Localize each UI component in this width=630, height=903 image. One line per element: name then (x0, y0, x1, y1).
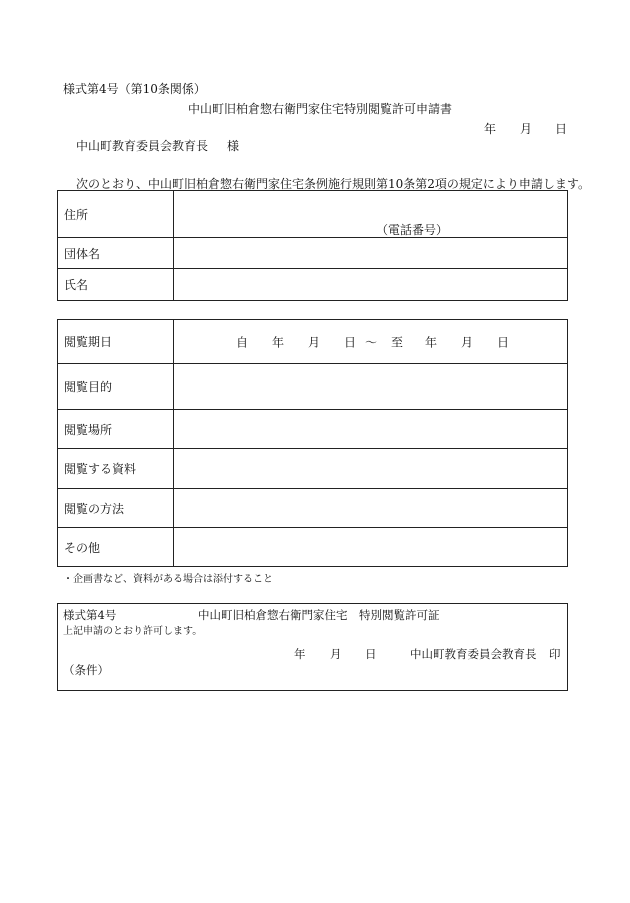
period-month2: 月 (461, 335, 474, 349)
permit-title: 中山町旧柏倉惣右衛門家住宅 特別閲覧許可証 (198, 608, 440, 622)
date-year: 年 (484, 122, 497, 136)
period-to: 至 (391, 335, 404, 349)
name-label: 氏名 (58, 269, 174, 301)
name-field[interactable] (174, 269, 568, 301)
document-title: 中山町旧柏倉惣右衛門家住宅特別閲覧許可申請書 (188, 102, 453, 116)
place-field[interactable] (174, 410, 568, 449)
intro-text: 次のとおり、中山町旧柏倉惣右衛門家住宅条例施行規則第10条第2項の規定により申請します。 (76, 177, 590, 191)
group-row (58, 238, 568, 269)
purpose-field[interactable] (174, 364, 568, 410)
details-table (57, 319, 568, 567)
address-field[interactable] (174, 191, 568, 238)
method-row (58, 489, 568, 528)
permit-issuer: 中山町教育委員会教育長 (410, 647, 537, 661)
date-day: 日 (555, 122, 568, 136)
address-row (58, 191, 568, 238)
permit-seal: 印 (549, 647, 561, 661)
period-day1: 日 (344, 335, 357, 349)
permit-conditions-label: （条件） (63, 663, 109, 677)
phone-label: （電話番号） (376, 223, 449, 237)
purpose-row (58, 364, 568, 410)
permit-box (57, 603, 568, 691)
permit-day: 日 (365, 647, 377, 661)
other-label: その他 (58, 528, 174, 567)
form-number: 様式第4号（第10条関係） (63, 82, 206, 96)
place-label: 閲覧場所 (58, 410, 174, 449)
name-row (58, 269, 568, 301)
period-year1: 年 (272, 335, 285, 349)
group-label: 団体名 (58, 238, 174, 269)
permit-month: 月 (330, 647, 342, 661)
period-field[interactable] (174, 320, 568, 364)
permit-statement: 上記申請のとおり許可します。 (63, 626, 203, 637)
materials-label: 閲覧する資料 (58, 449, 174, 489)
address-label: 住所 (58, 191, 174, 238)
addressee-honorific: 様 (227, 139, 240, 153)
addressee-name: 中山町教育委員会教育長 (76, 139, 209, 153)
materials-field[interactable] (174, 449, 568, 489)
other-row (58, 528, 568, 567)
attachment-note: ・企画書など、資料がある場合は添付すること (63, 574, 273, 585)
method-label: 閲覧の方法 (58, 489, 174, 528)
date-month: 月 (520, 122, 533, 136)
applicant-table (57, 190, 568, 301)
permit-year: 年 (294, 647, 306, 661)
period-from: 自 (236, 335, 249, 349)
purpose-label: 閲覧目的 (58, 364, 174, 410)
period-tilde: ～ (365, 335, 378, 349)
method-field[interactable] (174, 489, 568, 528)
permit-form-number: 様式第4号 (63, 608, 117, 622)
materials-row (58, 449, 568, 489)
group-field[interactable] (174, 238, 568, 269)
period-day2: 日 (497, 335, 510, 349)
place-row (58, 410, 568, 449)
other-field[interactable] (174, 528, 568, 567)
period-row (58, 320, 568, 364)
period-label: 閲覧期日 (58, 320, 174, 364)
period-month1: 月 (308, 335, 321, 349)
period-year2: 年 (425, 335, 438, 349)
